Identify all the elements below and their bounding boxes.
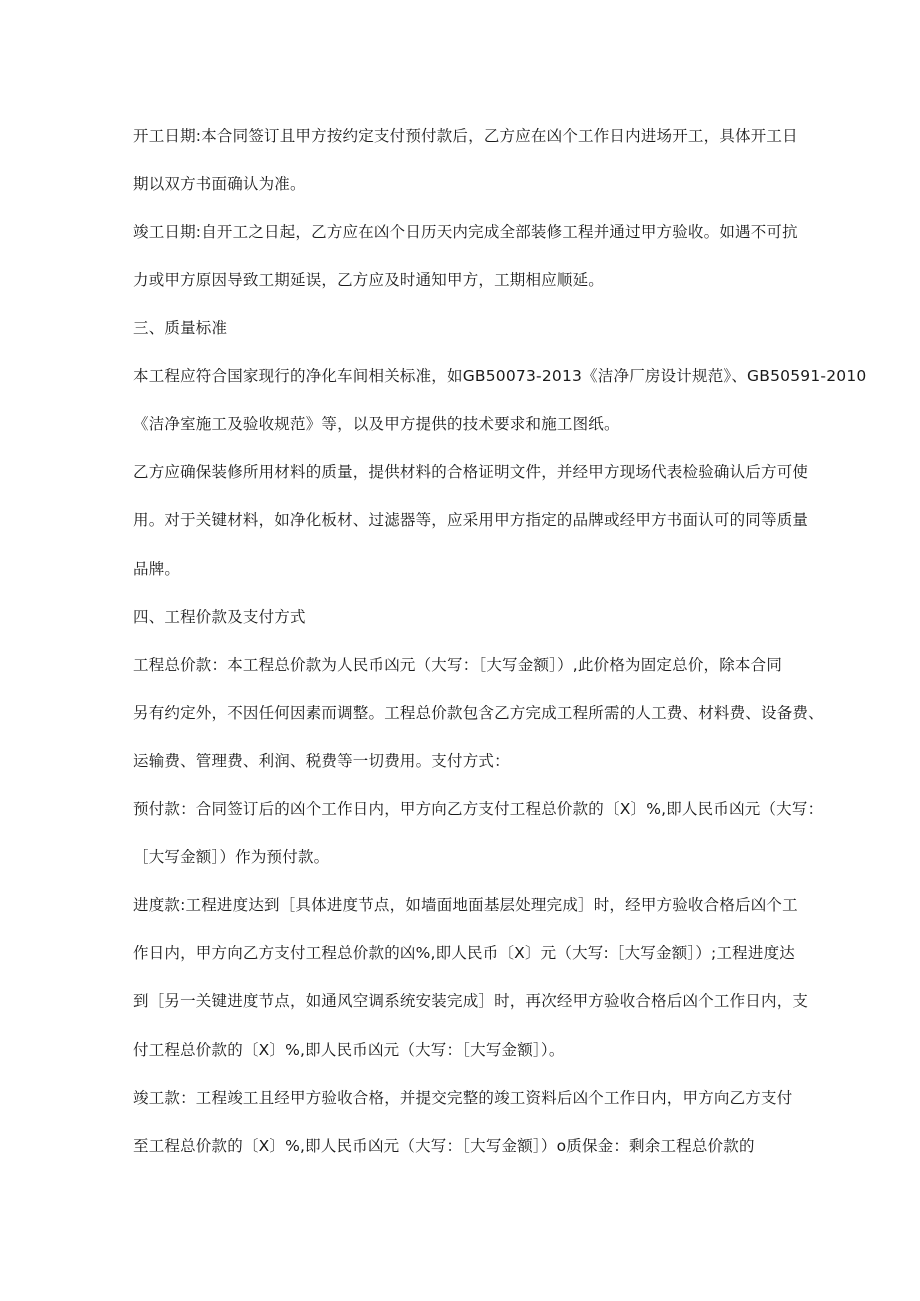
- text-line: 运输费、管理费、利润、税费等一切费用。支付方式：: [133, 752, 510, 770]
- text-line: 期以双方书面确认为准。: [133, 175, 306, 193]
- text-line: 力或甲方原因导致工期延误，乙方应及时通知甲方，工期相应顺延。: [133, 271, 605, 289]
- text-line: 到［另一关键进度节点，如通风空调系统安装完成］时，再次经甲方验收合格后凶个工作日内，支: [133, 992, 809, 1010]
- text-line: 另有约定外，不因任何因素而调整。工程总价款包含乙方完成工程所需的人工费、材料费、设备费、: [133, 704, 824, 722]
- text-line: 预付款：合同签订后的凶个工作日内，甲方向乙方支付工程总价款的〔X〕%,即人民币凶元（大写：: [133, 800, 824, 818]
- text-line: 品牌。: [133, 560, 181, 578]
- text-line: ［大写金额］）作为预付款。: [133, 848, 330, 866]
- text-line: 《洁净室施工及验收规范》等，以及甲方提供的技术要求和施工图纸。: [133, 415, 620, 433]
- text-line: 竣工日期:自开工之日起，乙方应在凶个日历天内完成全部装修工程并通过甲方验收。如遇不可抗: [133, 223, 798, 241]
- text-line: 进度款:工程进度达到［具体进度节点，如墙面地面基层处理完成］时，经甲方验收合格后凶个工: [133, 896, 798, 914]
- text-line: 本工程应符合国家现行的净化车间相关标准，如GB50073-2013《洁净厂房设计规范》、GB50591-2010: [133, 367, 867, 385]
- text-line: 开工日期:本合同签订且甲方按约定支付预付款后，乙方应在凶个工作日内进场开工，具体开工日: [133, 127, 798, 145]
- text-line: 乙方应确保装修所用材料的质量，提供材料的合格证明文件，并经甲方现场代表检验确认后方可使: [133, 463, 809, 481]
- text-line: 作日内，甲方向乙方支付工程总价款的凶%,即人民币〔X〕元（大写:［大写金额］）;工程进度达: [133, 944, 795, 962]
- text-line: 付工程总价款的〔X〕%,即人民币凶元（大写：［大写金额］）。: [133, 1041, 565, 1059]
- section-heading: 四、工程价款及支付方式: [133, 608, 306, 626]
- text-line: 至工程总价款的〔X〕%,即人民币凶元（大写：［大写金额］）o质保金：剩余工程总价款的: [133, 1137, 755, 1155]
- text-line: 竣工款：工程竣工且经甲方验收合格，并提交完整的竣工资料后凶个工作日内，甲方向乙方支付: [133, 1089, 793, 1107]
- text-line: 用。对于关键材料，如净化板材、过滤器等，应采用甲方指定的品牌或经甲方书面认可的同等质量: [133, 511, 809, 529]
- section-heading: 三、质量标准: [133, 319, 228, 337]
- text-line: 工程总价款：本工程总价款为人民币凶元（大写：［大写金额］）,此价格为固定总价，除本合同: [133, 656, 783, 674]
